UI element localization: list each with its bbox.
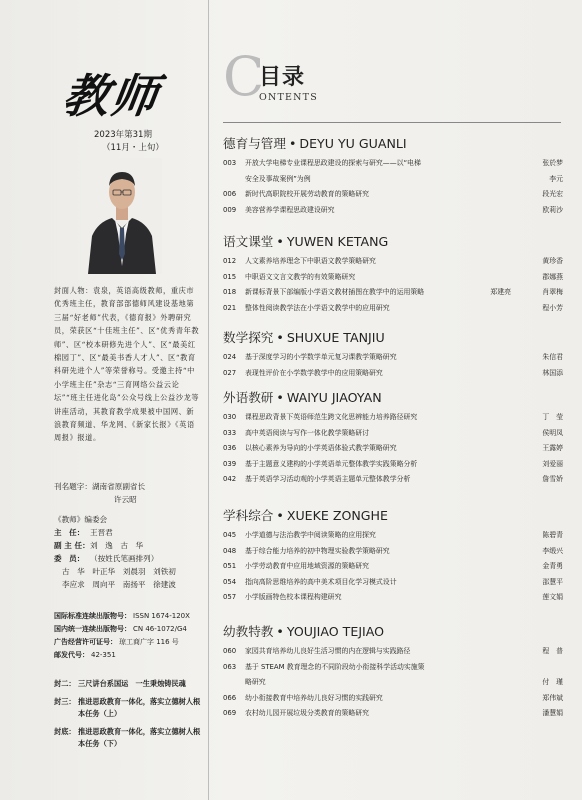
entry-author: 詹雪娇 bbox=[542, 475, 563, 484]
toc-section bbox=[223, 234, 563, 316]
toc-entry[interactable] bbox=[223, 590, 563, 606]
entry-author: 郑伟斌 bbox=[542, 693, 563, 702]
board-role: 副 主 任： bbox=[54, 541, 90, 550]
section-title-pinyin: YOUJIAO TEJIAO bbox=[286, 624, 385, 639]
toc-entry[interactable] bbox=[223, 172, 563, 188]
entry-author: 刘爱丽 bbox=[542, 459, 563, 468]
slogan-text: 推进思政教育一体化，落实立德树人根本任务（下） bbox=[78, 727, 201, 748]
entry-title: 高中英语阅读与写作一体化教学策略研讨 bbox=[245, 428, 370, 437]
toc-divider bbox=[223, 122, 561, 123]
entry-author: 莲文娟 bbox=[542, 593, 563, 602]
entry-title: 基于综合能力培养的初中物理实验教学策略研究 bbox=[245, 546, 390, 555]
entry-author: 李缎兴 bbox=[542, 546, 563, 555]
toc-title-en: ONTENTS bbox=[259, 92, 318, 103]
entry-author: 王露婷 bbox=[542, 444, 563, 453]
toc-entry[interactable] bbox=[223, 441, 563, 457]
toc-entry[interactable] bbox=[223, 410, 563, 426]
entry-title: 幼小衔接教育中培养幼儿良好习惯的实践研究 bbox=[245, 693, 383, 702]
board-names: 王晋君 bbox=[90, 528, 113, 537]
magazine-title: 教师 bbox=[59, 69, 163, 123]
section-title-cn: 数学探究 bbox=[223, 330, 274, 345]
entry-title: 开放大学电梯专业课程思政建设的探索与研究——以“电梯 bbox=[245, 159, 421, 167]
pubinfo-key: 广告经营许可证号： bbox=[54, 638, 117, 646]
toc-entry[interactable] bbox=[223, 187, 563, 203]
toc-entry[interactable] bbox=[223, 691, 563, 707]
entry-page: 039 bbox=[223, 459, 237, 468]
entry-title: 基于 STEAM 教育理念的不同阶段幼小衔接科学活动实施策 bbox=[245, 662, 425, 671]
entry-list bbox=[223, 350, 563, 381]
entry-title: 小学道德与法治教学中阅读策略的应用探究 bbox=[245, 531, 376, 539]
section-title-pinyin: YUWEN KETANG bbox=[286, 234, 389, 249]
entry-list bbox=[223, 644, 563, 722]
slogan-text: 三尺讲台系国运 一生秉烛铸民魂 bbox=[78, 679, 186, 688]
toc-section bbox=[223, 624, 563, 722]
entry-page: 036 bbox=[223, 444, 237, 453]
entry-author: 丁 莹 bbox=[542, 413, 563, 421]
entry-title: 以核心素养为导向的小学英语体验式教学策略研究 bbox=[245, 444, 397, 453]
entry-author: 程 普 bbox=[542, 647, 563, 655]
board-row bbox=[54, 526, 204, 539]
entry-page: 027 bbox=[223, 368, 237, 377]
cover-person-photo bbox=[82, 158, 162, 274]
table-of-contents bbox=[209, 0, 582, 800]
entry-title: 人文素养培养理念下中职语文教学策略研究 bbox=[245, 257, 376, 265]
toc-entry[interactable] bbox=[223, 156, 563, 172]
board-heading: 《教师》编委会 bbox=[54, 515, 108, 524]
toc-entry[interactable] bbox=[223, 350, 563, 366]
entry-page: 006 bbox=[223, 190, 237, 199]
section-title-pinyin: DEYU YU GUANLI bbox=[299, 136, 407, 151]
board-row bbox=[54, 539, 204, 552]
section-title-cn: 学科综合 bbox=[223, 508, 274, 523]
toc-entry[interactable] bbox=[223, 559, 563, 575]
slogan-text: 推进思政教育一体化，落实立德树人根本任务（上） bbox=[78, 697, 201, 718]
pubinfo-key: 国际标准连续出版物号： bbox=[54, 612, 131, 620]
toc-entry[interactable] bbox=[223, 675, 563, 691]
toc-entry[interactable] bbox=[223, 270, 563, 286]
entry-author: 李元 bbox=[549, 174, 563, 183]
cover-slogans bbox=[54, 678, 204, 756]
toc-entry[interactable] bbox=[223, 285, 563, 301]
entry-page: 003 bbox=[223, 159, 237, 167]
toc-entry[interactable] bbox=[223, 426, 563, 442]
board-row bbox=[54, 552, 204, 565]
entry-page: 021 bbox=[223, 303, 237, 312]
section-title bbox=[223, 330, 563, 346]
entry-title: 指向高阶思维培养的高中美术项目化学习模式设计 bbox=[245, 577, 397, 586]
board-members: 李应求 周向平 南扬平 徐建波 bbox=[62, 580, 176, 589]
entry-title: 表现性评价在小学数学教学中的应用策略研究 bbox=[245, 368, 383, 377]
entry-page: 057 bbox=[223, 593, 237, 602]
board-names: （按姓氏笔画排列） bbox=[90, 554, 159, 563]
entry-author: 潘慧娟 bbox=[542, 709, 563, 718]
entry-list bbox=[223, 156, 563, 218]
entry-list bbox=[223, 528, 563, 606]
toc-entry[interactable] bbox=[223, 301, 563, 317]
entry-page: 042 bbox=[223, 475, 237, 484]
entry-title: 家园共育培养幼儿良好生活习惯的内在逻辑与实践路径 bbox=[245, 647, 411, 655]
section-title-dot: • bbox=[288, 136, 297, 151]
entry-page: 045 bbox=[223, 531, 237, 539]
entry-page: 048 bbox=[223, 546, 237, 555]
entry-page: 030 bbox=[223, 413, 237, 421]
board-names: 刘 逸 古 华 bbox=[90, 541, 144, 550]
entry-page: 024 bbox=[223, 353, 237, 361]
entry-author: 黄珍香 bbox=[542, 257, 563, 265]
toc-section bbox=[223, 136, 563, 218]
entry-title: 基于深度学习的小学数学单元复习课教学策略研究 bbox=[245, 353, 397, 361]
toc-entry[interactable] bbox=[223, 575, 563, 591]
section-title-cn: 外语教研 bbox=[223, 390, 274, 405]
issue-number: 2023年第31期 bbox=[94, 130, 152, 140]
toc-entry[interactable] bbox=[223, 254, 563, 270]
section-title-dot: • bbox=[276, 234, 284, 249]
entry-author: 朱信君 bbox=[542, 353, 563, 361]
toc-header bbox=[223, 46, 423, 116]
inscription-author: 许云昭 bbox=[114, 495, 137, 504]
editorial-board bbox=[54, 513, 204, 591]
entry-page: 054 bbox=[223, 577, 237, 586]
entry-title: 略研究 bbox=[245, 678, 266, 687]
entry-author: 付 瑾 bbox=[542, 678, 563, 687]
entry-page: 033 bbox=[223, 428, 237, 437]
section-title-dot: • bbox=[276, 508, 284, 523]
entry-page: 066 bbox=[223, 693, 237, 702]
entry-author: 段光宏 bbox=[542, 190, 563, 199]
toc-entry[interactable] bbox=[223, 660, 563, 676]
entry-author: 郑建亮 bbox=[490, 288, 511, 297]
toc-entry[interactable] bbox=[223, 528, 563, 544]
toc-entry[interactable] bbox=[223, 544, 563, 560]
toc-entry[interactable] bbox=[223, 366, 563, 382]
entry-page: 018 bbox=[223, 288, 237, 297]
entry-author: 欧莉沙 bbox=[542, 205, 563, 214]
section-title-pinyin: XUEKE ZONGHE bbox=[286, 508, 388, 523]
entry-author: 程小芳 bbox=[542, 303, 563, 312]
issue-period: （11月・上旬） bbox=[102, 143, 164, 153]
entry-author: 肖翠梅 bbox=[542, 288, 563, 297]
entry-page: 060 bbox=[223, 647, 237, 655]
entry-author: 张於梦 bbox=[542, 159, 563, 167]
entry-list bbox=[223, 410, 563, 488]
slogan-key: 封底： bbox=[54, 727, 76, 736]
section-title-pinyin: SHUXUE TANJIU bbox=[286, 330, 385, 345]
section-title-cn: 语文课堂 bbox=[223, 234, 274, 249]
pubinfo-key: 国内统一连续出版物号： bbox=[54, 625, 131, 633]
pubinfo-row bbox=[54, 610, 204, 623]
entry-title: 新课标背景下部编版小学语文教材插图在教学中的运用策略 bbox=[245, 288, 425, 297]
board-role: 委 员： bbox=[54, 554, 85, 563]
section-title-dot: • bbox=[276, 330, 284, 345]
toc-entry[interactable] bbox=[223, 203, 563, 219]
pubinfo-value: ISSN 1674-120X bbox=[133, 612, 190, 620]
pubinfo-value: CN 46-1072/G4 bbox=[133, 625, 187, 633]
entry-title: 新时代高职院校开展劳动教育的策略研究 bbox=[245, 190, 370, 199]
slogan-key: 封二： bbox=[54, 679, 76, 688]
pubinfo-value: 42-351 bbox=[91, 651, 116, 659]
section-title bbox=[223, 136, 563, 152]
entry-title: 美容营养学课程思政建设研究 bbox=[245, 205, 335, 214]
slogan-item bbox=[54, 678, 204, 690]
pubinfo-row bbox=[54, 623, 204, 636]
entry-author: 林国添 bbox=[542, 368, 563, 377]
pubinfo-row bbox=[54, 636, 204, 649]
board-members: 古 华 叶正华 刘晨羽 刘铁初 bbox=[62, 567, 176, 576]
slogan-key: 封三： bbox=[54, 697, 76, 706]
toc-title: 目录 bbox=[259, 65, 306, 90]
entry-title: 基于英语学习活动观的小学英语主题单元整体教学分析 bbox=[245, 475, 411, 484]
pubinfo-row bbox=[54, 649, 204, 662]
publication-info bbox=[54, 610, 204, 662]
entry-page: 051 bbox=[223, 562, 237, 571]
entry-list bbox=[223, 254, 563, 316]
section-title bbox=[223, 508, 563, 524]
toc-section bbox=[223, 330, 563, 381]
pubinfo-key: 邮发代号： bbox=[54, 651, 89, 659]
section-title bbox=[223, 390, 563, 406]
entry-author: 金青勇 bbox=[542, 562, 563, 571]
left-column bbox=[0, 0, 208, 800]
entry-page: 069 bbox=[223, 709, 237, 718]
slogan-item bbox=[54, 696, 204, 720]
toc-entry[interactable] bbox=[223, 472, 563, 488]
section-title-dot: • bbox=[276, 624, 284, 639]
toc-entry[interactable] bbox=[223, 644, 563, 660]
entry-title: 小学版画特色校本课程构建研究 bbox=[245, 593, 342, 602]
entry-author: 郡娜燕 bbox=[542, 272, 563, 281]
section-title-pinyin: WAIYU JIAOYAN bbox=[286, 390, 382, 405]
entry-page: 015 bbox=[223, 272, 237, 281]
board-role: 主 任： bbox=[54, 528, 85, 537]
toc-section bbox=[223, 390, 563, 488]
entry-page: 063 bbox=[223, 662, 237, 671]
title-inscription bbox=[54, 480, 200, 506]
section-title bbox=[223, 234, 563, 250]
entry-page: 012 bbox=[223, 257, 237, 265]
entry-author: 邵慧平 bbox=[542, 577, 563, 586]
entry-page: 009 bbox=[223, 205, 237, 214]
slogan-item bbox=[54, 726, 204, 750]
entry-author: 侯明凤 bbox=[542, 428, 563, 437]
inscription-label: 刊名题字：湖南省原副省长 bbox=[54, 482, 146, 491]
section-title-cn: 幼教特教 bbox=[223, 624, 274, 639]
entry-title: 整体性阅读教学法在小学语文教学中的应用研究 bbox=[245, 303, 390, 312]
section-title-cn: 德育与管理 bbox=[223, 136, 286, 151]
entry-title: 小学劳动教育中应用地域资源的策略研究 bbox=[245, 562, 370, 571]
entry-title: 安全及事故案例”为例 bbox=[245, 174, 311, 183]
section-title-dot: • bbox=[276, 390, 284, 405]
entry-title: 课程思政背景下英语师范生跨文化思辨能力培养路径研究 bbox=[245, 413, 418, 421]
toc-entry[interactable] bbox=[223, 457, 563, 473]
entry-author: 陈碧青 bbox=[542, 531, 563, 539]
entry-title: 农村幼儿园开展垃圾分类教育的策略研究 bbox=[245, 709, 370, 718]
section-title bbox=[223, 624, 563, 640]
pubinfo-value: 琼工商广字 116 号 bbox=[119, 638, 179, 646]
cover-person-bio: 封面人物：袁泉，英语高级教师，重庆市优秀班主任，教育部部德师风建设基地第三届“好老师”代表，《德育报》外聘研究员，荣获区“十佳班主任”、区“优秀青年教师”、区“校本研修先进个人”、区“最美红棉园丁”、区“最美书香人才人”、区“教育科研先进个人”等荣誉称号。受邀主持“中小学班主任”杂志“三育网络公益云论坛”“班主任进化岛”公众号线上公益沙龙等讲座活动，其教育教学成果被中国网、新浪教育频道、华龙网、《新家长报》《英语周报》报道。 bbox=[54, 286, 200, 443]
entry-title: 中职语文文言文教学的有效策略研究 bbox=[245, 272, 356, 281]
toc-section bbox=[223, 508, 563, 606]
toc-entry[interactable] bbox=[223, 706, 563, 722]
entry-title: 基于主题意义建构的小学英语单元整体教学实践策略分析 bbox=[245, 459, 418, 468]
toc-big-letter: C bbox=[223, 45, 265, 108]
